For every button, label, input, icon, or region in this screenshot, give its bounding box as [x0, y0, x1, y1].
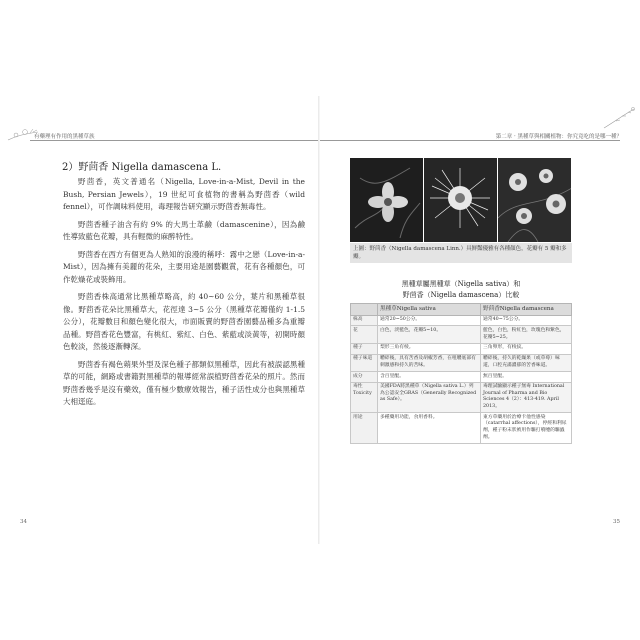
table-cell: 白色，淡藍色，花瓣5~10。 — [378, 326, 481, 343]
table-corner-cell — [351, 304, 378, 316]
section-title: 2）野茴香 Nigella damascena L. — [62, 162, 222, 173]
table-cell: 藍色，白色，粉紅色，玫瑰色和紫色，花瓣5~25。 — [481, 326, 572, 343]
row-label: 用途 — [351, 413, 378, 444]
table-row — [351, 371, 572, 382]
row-label: 株高 — [351, 315, 378, 326]
running-title-left: 有藥理有作用的黑種草族 — [34, 134, 95, 140]
row-label: 毒性 Toxicity — [351, 382, 378, 413]
table-cell: 含百里醌。 — [378, 371, 481, 382]
table-row — [351, 413, 572, 444]
table-cell: 三角卵形，有棱紋。 — [481, 343, 572, 354]
flower-photo-2 — [424, 158, 497, 242]
row-label: 種子味道 — [351, 354, 378, 371]
table-cell: 毒理試驗顯示種子無毒 International Journal of Pharma and Bio Sciences 4（2）：413-419. April 2013。 — [481, 382, 572, 413]
table-cell: 梨形三角有棱。 — [378, 343, 481, 354]
table-cell: 東方草藥用於治療卡他性感染（catarrhal affections），停經和利尿劑，種子粉末狀被用作驅打噴嚏的驅蟲劑。 — [481, 413, 572, 444]
table-header-row — [351, 304, 572, 316]
paragraph: 野茴香有褐色蒴果外型及深色種子都類似黑種草，因此有被誤認黑種草的可能，網路或書籍對黑種草的報導經常誤植野茴香花朵的照片。然而野茴香幾乎是沒有藥效，僅有極少數療效報告，種子活性成分也與黑種草大相逕庭。 — [63, 359, 305, 406]
table-row — [351, 315, 572, 326]
page-number-right: 35 — [613, 519, 620, 525]
paragraph: 野茴香種子油含有約 9% 的大馬士革鹼（damascenine），因為鹼性導致藍色花瓣，具有輕微的麻醉特性。 — [63, 219, 305, 241]
header-rule — [320, 140, 620, 141]
photo-caption: 上圖：野茴香（Nigella damascena Linn.）具鮮豔優雅有各種顏色，花瓣有 5 瓣和多瓣。 — [350, 243, 572, 263]
table-cell: 多種藥用功能，食用香料。 — [378, 413, 481, 444]
page-number-left: 34 — [20, 519, 27, 525]
photo-strip — [350, 158, 572, 242]
body-text — [63, 176, 305, 414]
floral-sprig-icon — [602, 106, 636, 130]
paragraph: 野茴香株高通常比黑種草略高，約 40~60 公分，葉片和黑種草很像。野茴香花朵比黑種草大，花徑達 3~5 公分（黑種草花瓣僅約 1-1.5 公分），花瓣數目和顏色變化很大，市面販賣的野茴香園藝品種多為重瓣品種。野茴香花色豐富，有桃紅、紫紅、白色、紫藍或淡黃等，初開時顏色較淡，然後逐漸轉深。 — [63, 292, 305, 351]
table-row — [351, 343, 572, 354]
table-row — [351, 354, 572, 371]
row-label: 成分 — [351, 371, 378, 382]
flower-photo-3 — [498, 158, 571, 242]
book-spread — [0, 96, 640, 544]
right-page — [320, 96, 640, 544]
table-cell: 美國FDA將黑種草（Nigella sativa L.）列為公認安全GRAS（Generally Recognized as Safe）。 — [378, 382, 481, 413]
table-cell: 通常40~75公分。 — [481, 315, 572, 326]
table-title-line: 野茴香（Nigella damascena）比較 — [402, 291, 520, 299]
header-rule — [30, 140, 320, 141]
paragraph: 野茴香，英文普通名（Nigella, Love-in-a-Mist, Devil in the Bush, Persian Jewels），19 世紀可食植物的書稱為野茴香（wild fennel），可作調味料使用，毒理報告研究顯示野茴香無毒性。 — [63, 177, 305, 211]
table-row — [351, 382, 572, 413]
comparison-table — [350, 303, 572, 444]
table-column-header: 黑種草Nigella sativa — [378, 304, 481, 316]
paragraph: 野茴香在西方有個更為人熟知的浪漫的稱呼：霧中之戀（Love-in-a-Mist），因為擁有美麗的花朵，主要用途是園藝觀賞，花有各種顏色，可作乾燥花或裝飾用。 — [63, 249, 305, 284]
table-cell: 嚼碎後，具有苦香及胡椒芳香，在咀嚼底部有刺激感和持久的苦味。 — [378, 354, 481, 371]
table-title — [350, 279, 572, 301]
running-title-right: 第二章 · 黑種草與相關植物：你究竟吃的是哪一種？ — [495, 134, 622, 140]
table-column-header: 野茴香Nigella damascena — [481, 304, 572, 316]
table-row — [351, 326, 572, 343]
row-label: 種子 — [351, 343, 378, 354]
table-title-line: 黑種草屬黑種草（Nigella sativa）和 — [401, 280, 521, 288]
left-page — [0, 96, 320, 544]
flower-photo-1 — [350, 158, 423, 242]
table-cell: 嚼碎後，持久的乾燥果（或草莓）味道，口腔充滿濃郁的苦香味道。 — [481, 354, 572, 371]
table-cell: 無百里醌。 — [481, 371, 572, 382]
table-cell: 通常20~50公分。 — [378, 315, 481, 326]
row-label: 花 — [351, 326, 378, 343]
